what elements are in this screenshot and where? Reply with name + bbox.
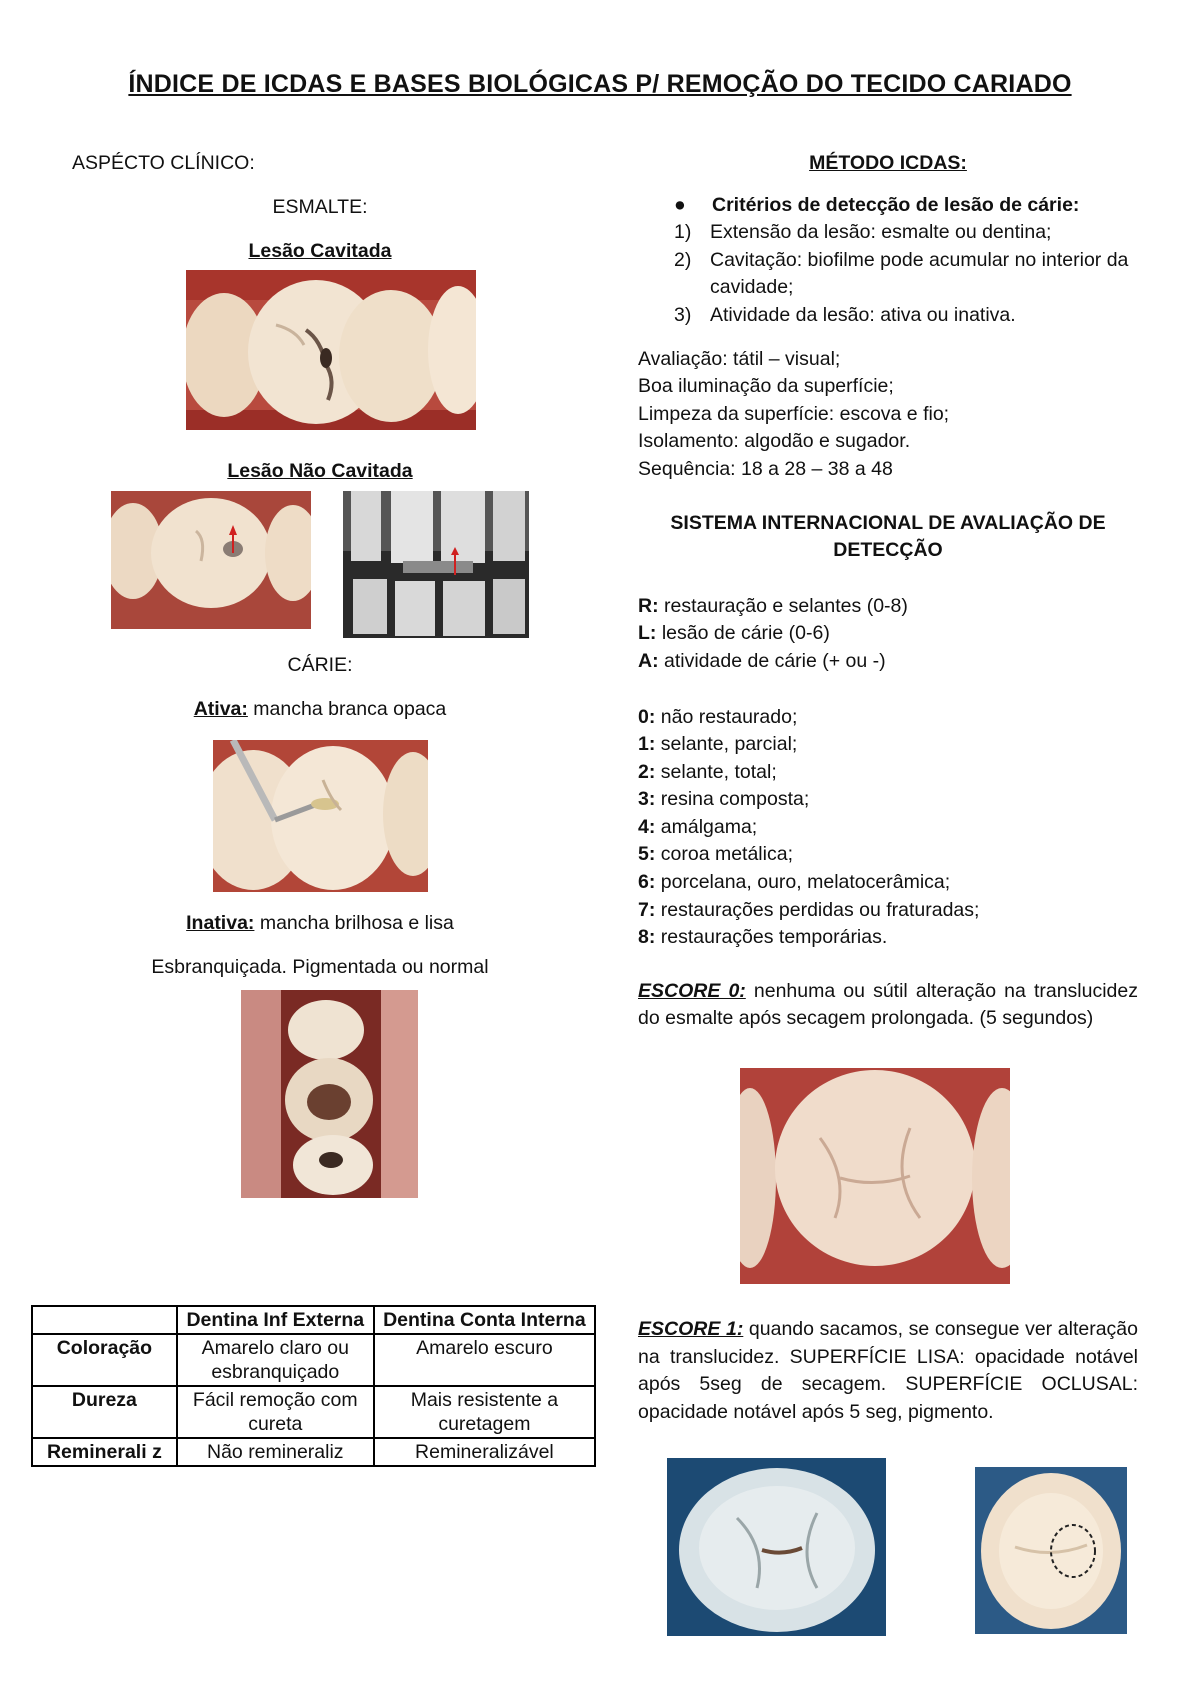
table-cell: Amarelo escuro [374,1334,595,1386]
avaliacao-line: Isolamento: algodão e sugador. [638,430,911,453]
table-row [32,1334,595,1386]
ativa-line [40,698,600,721]
carie-heading: CÁRIE: [287,654,353,676]
criterios-heading: Critérios de detecção de lesão de cárie: [712,193,1080,216]
rla-line: A: atividade de cárie (+ ou -) [638,649,886,672]
codes-block [638,704,1138,952]
table-cell: Mais resistente a curetagem [374,1386,595,1438]
code-line: 6: porcelana, ouro, melatocerâmica; [638,871,951,894]
table-row-label: Coloração [32,1334,177,1386]
criterios-list [674,219,1138,329]
table-header-cell: Dentina Inf Externa [177,1306,374,1334]
lesao-nao-cavitada-heading: Lesão Não Cavitada [227,460,413,482]
code-line: 5: coroa metálica; [638,843,793,866]
escore1-label: ESCORE 1: [638,1318,744,1340]
list-item: 3) Atividade da lesão: ativa ou inativa. [674,303,1016,326]
escore0-paragraph [638,978,1138,1033]
rla-line: R: restauração e selantes (0-8) [638,594,908,617]
inativa-description: Esbranquiçada. Pigmentada ou normal [151,956,489,978]
avaliacao-line: Boa iluminação da superfície; [638,375,894,398]
code-line: 3: resina composta; [638,788,810,811]
escore0-label: ESCORE 0: [638,979,746,1002]
table-cell: Não remineraliz [177,1438,374,1466]
lesao-cavitada-photo [186,270,476,430]
ativa-text: mancha branca opaca [247,698,447,720]
table-row-label: Dureza [32,1386,177,1438]
esmalte-heading: ESMALTE: [272,196,368,218]
table-cell: Amarelo claro ou esbranquiçado [177,1334,374,1386]
list-item: 1) Extensão da lesão: esmalte ou dentina; [674,221,1052,244]
page-title: ÍNDICE DE ICDAS E BASES BIOLÓGICAS P/ REMOÇÃO DO TECIDO CARIADO [128,70,1072,98]
escore0-photo [740,1068,1010,1284]
inativa-text: mancha brilhosa e lisa [254,912,454,934]
metodo-icdas-heading: MÉTODO ICDAS: [809,152,967,174]
code-line: 8: restaurações temporárias. [638,926,888,949]
escore1-photo-lisa [667,1458,886,1636]
table-row [32,1386,595,1438]
aspecto-clinico-heading: ASPÉCTO CLÍNICO: [72,152,255,174]
avaliacao-block [638,346,1138,484]
inativa-line [40,912,600,935]
carie-ativa-photo [213,740,428,892]
code-line: 4: amálgama; [638,815,758,838]
avaliacao-line: Sequência: 18 a 28 – 38 a 48 [638,457,893,480]
lesao-nao-cavitada-photo [111,491,311,629]
inativa-label: Inativa: [186,912,255,934]
table-row [32,1438,595,1466]
code-line: 1: selante, parcial; [638,733,798,756]
table-header-cell [32,1306,177,1334]
radiografia-photo [343,491,529,638]
table-row-label: Reminerali z [32,1438,177,1466]
code-line: 7: restaurações perdidas ou fraturadas; [638,898,980,921]
lesao-cavitada-heading: Lesão Cavitada [248,240,392,262]
bullet-icon: ● [674,193,686,216]
escore1-paragraph [638,1316,1138,1426]
table-header-cell: Dentina Conta Interna [374,1306,595,1334]
avaliacao-line: Avaliação: tátil – visual; [638,347,841,370]
right-column [638,148,1138,1033]
table-cell: Fácil remoção com cureta [177,1386,374,1438]
escore0-text: nenhuma ou sútil alteração na translucidez do esmalte após secagem prolongada. (5 segundos) [638,979,1139,1030]
table-header-row [32,1306,595,1334]
rla-block [638,593,1138,676]
avaliacao-line: Limpeza da superfície: escova e fio; [638,402,950,425]
code-line: 2: selante, total; [638,760,777,783]
criterios-bullet [638,192,1138,220]
carie-inativa-photo [241,990,418,1198]
escore1-photo-oclusal [975,1467,1127,1634]
list-item: 2) Cavitação: biofilme pode acumular no interior da cavidade; [674,248,1129,299]
sistema-heading: SISTEMA INTERNACIONAL DE AVALIAÇÃO DE DETECÇÃO [670,511,1106,562]
rla-line: L: lesão de cárie (0-6) [638,622,830,645]
ativa-label: Ativa: [193,698,248,720]
table-cell: Remineralizável [374,1438,595,1466]
code-line: 0: não restaurado; [638,705,798,728]
escore1-text: quando sacamos, se consegue ver alteração na translucidez. SUPERFÍCIE LISA: opacidade notável após 5seg de secagem. SUPERFÍCIE OCLUSAL: opacidade notável após 5 seg, pigmento. [638,1318,1138,1423]
dentina-table [31,1305,596,1467]
